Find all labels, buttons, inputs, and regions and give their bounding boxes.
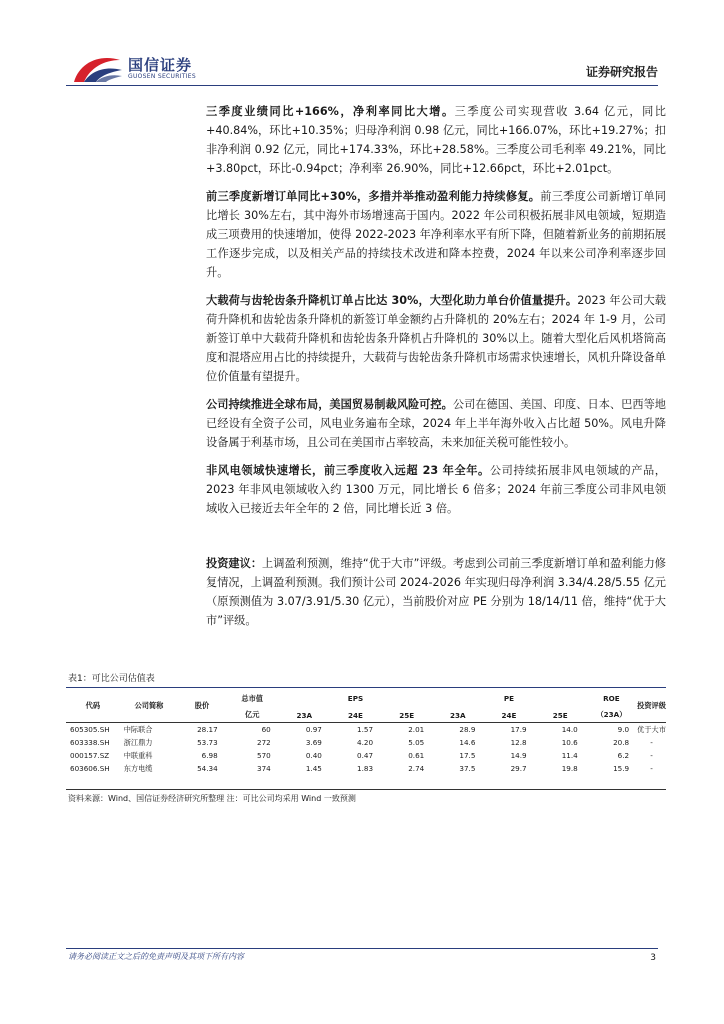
cell-pe-25e: 10.6 bbox=[561, 738, 578, 747]
cell-mktcap: 374 bbox=[257, 764, 271, 773]
cell-price: 6.98 bbox=[201, 751, 218, 760]
logo-text-en: GUOSEN SECURITIES bbox=[128, 73, 197, 80]
header-rating: 投资评级 bbox=[637, 689, 666, 723]
header-roe-sub: （23A） bbox=[586, 708, 637, 723]
cell-mktcap: 60 bbox=[261, 725, 271, 734]
cell-rating: - bbox=[650, 764, 653, 773]
cell-name: 中联重科 bbox=[123, 750, 153, 760]
report-type-label: 证券研究报告 bbox=[585, 65, 658, 79]
cell-pe-24e: 17.9 bbox=[510, 725, 527, 734]
disclaimer-link[interactable]: 请务必阅读正文之后的免责声明及其项下所有内容 bbox=[68, 952, 244, 961]
paragraph-text: 公司在德国、美国、印度、日本、巴西等地已经设有全资子公司，风电业务遍布全球，2024 年上半年海外收入占比超 50%。风电升降设备属于利基市场，且公司在美国市占率较高，未来加征关税可能性较小。 bbox=[206, 398, 666, 449]
table-title: 表1：可比公司估值表 bbox=[68, 674, 155, 684]
cell-eps-23a: 0.40 bbox=[305, 751, 322, 760]
cell-eps-23a: 0.97 bbox=[305, 725, 322, 734]
cell-roe: 20.8 bbox=[613, 738, 630, 747]
header-code: 代码 bbox=[66, 689, 120, 723]
header-roe: ROE bbox=[603, 694, 620, 703]
table-row bbox=[66, 723, 666, 737]
cell-price: 54.34 bbox=[197, 764, 218, 773]
cell-pe-24e: 12.8 bbox=[510, 738, 527, 747]
cell-eps-25e: 2.01 bbox=[408, 725, 425, 734]
cell-name: 东方电缆 bbox=[123, 763, 153, 773]
header-eps-24e: 24E bbox=[330, 708, 381, 723]
header-pe-23a: 23A bbox=[432, 708, 483, 723]
paragraph-text: 2023 年公司大载荷升降机和齿轮齿条升降机的新签订单金额约占升降机的 20%左右；2024 年 1-9 月，公司新签订单中大载荷升降机和齿轮齿条升降机占升降机的 30%以上。随着大型化后风机塔筒高度和混塔应用占比的持续提升，大载荷与齿轮齿条升降机市场需求快速增长，风机升降设备单位价值量有望提升。 bbox=[206, 294, 666, 383]
cell-roe: 15.9 bbox=[613, 764, 630, 773]
paragraph-heavy-load-orders bbox=[206, 291, 666, 386]
header-eps-25e: 25E bbox=[381, 708, 432, 723]
paragraph-text: 三季度公司实现营收 3.64 亿元，同比+40.84%，环比+10.35%；归母净利润 0.98 亿元，同比+166.07%，环比+19.27%；扣非净利润 0.92 亿元，同比+174.33%，环比+28.58%。三季度公司毛利率 49.21%，同比+3.80pct，环比-0.94pct；净利率 26.90%，同比+12.66pct，环比+2.01pct。 bbox=[206, 105, 666, 175]
paragraph-text: 公司持续拓展非风电领域的产品，2023 年非风电领域收入约 1300 万元，同比增长 6 倍多；2024 年前三季度公司非风电领域收入已接近去年全年的 2 倍，同比增长近 3 倍。 bbox=[206, 464, 666, 515]
paragraph-new-orders bbox=[206, 187, 666, 282]
logo-text-cn: 国信证券 bbox=[128, 56, 193, 74]
cell-rating: - bbox=[650, 751, 653, 760]
cell-price: 53.73 bbox=[197, 738, 218, 747]
cell-eps-24e: 1.83 bbox=[357, 764, 374, 773]
header-pe-25e: 25E bbox=[535, 708, 586, 723]
advice-heading: 投资建议： bbox=[206, 557, 263, 570]
table-bottom-rule bbox=[66, 789, 666, 790]
cell-mktcap: 570 bbox=[257, 751, 271, 760]
header-pe-24e: 24E bbox=[483, 708, 534, 723]
cell-code: 605305.SH bbox=[70, 725, 110, 734]
cell-pe-23a: 17.5 bbox=[459, 751, 476, 760]
paragraph-heading: 非风电领域快速增长，前三季度收入远超 23 年全年。 bbox=[206, 464, 490, 477]
paragraph-heading: 前三季度新增订单同比+30%，多措并举推动盈利能力持续修复。 bbox=[206, 190, 541, 203]
guosen-logo-icon bbox=[70, 52, 124, 86]
cell-rating: 优于大市 bbox=[637, 724, 666, 734]
paragraph-global-layout bbox=[206, 395, 666, 452]
cell-roe: 9.0 bbox=[617, 725, 630, 734]
table-source-note: 资料来源：Wind、国信证券经济研究所整理 注：可比公司均采用 Wind 一致预测 bbox=[68, 794, 356, 803]
cell-eps-23a: 3.69 bbox=[305, 738, 322, 747]
header-eps: EPS bbox=[347, 694, 364, 703]
cell-price: 28.17 bbox=[197, 725, 218, 734]
page-number: 3 bbox=[650, 953, 656, 963]
cell-pe-25e: 19.8 bbox=[561, 764, 578, 773]
cell-mktcap: 272 bbox=[257, 738, 271, 747]
header-price: 股价 bbox=[178, 689, 225, 723]
cell-pe-23a: 37.5 bbox=[459, 764, 476, 773]
paragraph-q3-results bbox=[206, 102, 666, 178]
header-eps-23a: 23A bbox=[279, 708, 330, 723]
investment-advice bbox=[206, 554, 666, 639]
cell-pe-25e: 14.0 bbox=[561, 725, 578, 734]
cell-pe-23a: 14.6 bbox=[459, 738, 476, 747]
table-row bbox=[66, 749, 666, 762]
cell-eps-24e: 1.57 bbox=[357, 725, 374, 734]
paragraph-heading: 公司持续推进全球布局，美国贸易制裁风险可控。 bbox=[206, 398, 453, 411]
cell-pe-23a: 28.9 bbox=[459, 725, 476, 734]
cell-eps-24e: 4.20 bbox=[357, 738, 374, 747]
cell-code: 000157.SZ bbox=[70, 751, 110, 760]
advice-text: 上调盈利预测，维持“优于大市”评级。考虑到公司前三季度新增订单和盈利能力修复情况，上调盈利预测。我们预计公司 2024-2026 年实现归母净利润 3.34/4.28/5.55 亿元（原预测值为 3.07/3.91/5.30 亿元），当前股价对应 PE 分别为 18/14/11 倍，维持“优于大市”评级。 bbox=[206, 557, 666, 627]
paragraph-text: 前三季度公司新增订单同比增长 30%左右，其中海外市场增速高于国内。2022 年公司积极拓展非风电领域，短期造成三项费用的快速增加，使得 2022-2023 年净利率水平有所下降，但随着新业务的前期拓展工作逐步完成，以及相关产品的持续技术改进和降本控费，2024 年以来公司净利率逐步回升。 bbox=[206, 190, 666, 279]
cell-code: 603338.SH bbox=[70, 738, 110, 747]
header-mktcap: 总市值 bbox=[241, 693, 263, 703]
header-name: 公司简称 bbox=[120, 689, 179, 723]
cell-eps-24e: 0.47 bbox=[357, 751, 374, 760]
paragraph-heading: 三季度业绩同比+166%，净利率同比大增。 bbox=[206, 105, 455, 118]
table-row bbox=[66, 736, 666, 749]
cell-roe: 6.2 bbox=[617, 751, 630, 760]
page-header bbox=[0, 0, 724, 90]
cell-name: 浙江鼎力 bbox=[123, 737, 153, 747]
table-row bbox=[66, 762, 666, 775]
cell-eps-23a: 1.45 bbox=[305, 764, 322, 773]
header-pe: PE bbox=[503, 694, 515, 703]
cell-eps-25e: 0.61 bbox=[408, 751, 425, 760]
cell-rating: - bbox=[650, 738, 653, 747]
cell-pe-25e: 11.4 bbox=[561, 751, 578, 760]
cell-eps-25e: 5.05 bbox=[408, 738, 425, 747]
header-divider bbox=[66, 85, 658, 86]
report-body bbox=[206, 102, 666, 527]
table-top-rule bbox=[66, 687, 666, 688]
cell-eps-25e: 2.74 bbox=[408, 764, 425, 773]
paragraph-non-wind bbox=[206, 461, 666, 518]
paragraph-heading: 大载荷与齿轮齿条升降机订单占比达 30%，大型化助力单台价值量提升。 bbox=[206, 294, 578, 307]
footer-divider bbox=[66, 948, 658, 949]
cell-name: 中际联合 bbox=[123, 724, 153, 734]
valuation-table bbox=[66, 689, 666, 775]
cell-pe-24e: 14.9 bbox=[510, 751, 527, 760]
header-mktcap-unit: 亿元 bbox=[226, 708, 279, 723]
cell-pe-24e: 29.7 bbox=[510, 764, 527, 773]
cell-code: 603606.SH bbox=[70, 764, 110, 773]
